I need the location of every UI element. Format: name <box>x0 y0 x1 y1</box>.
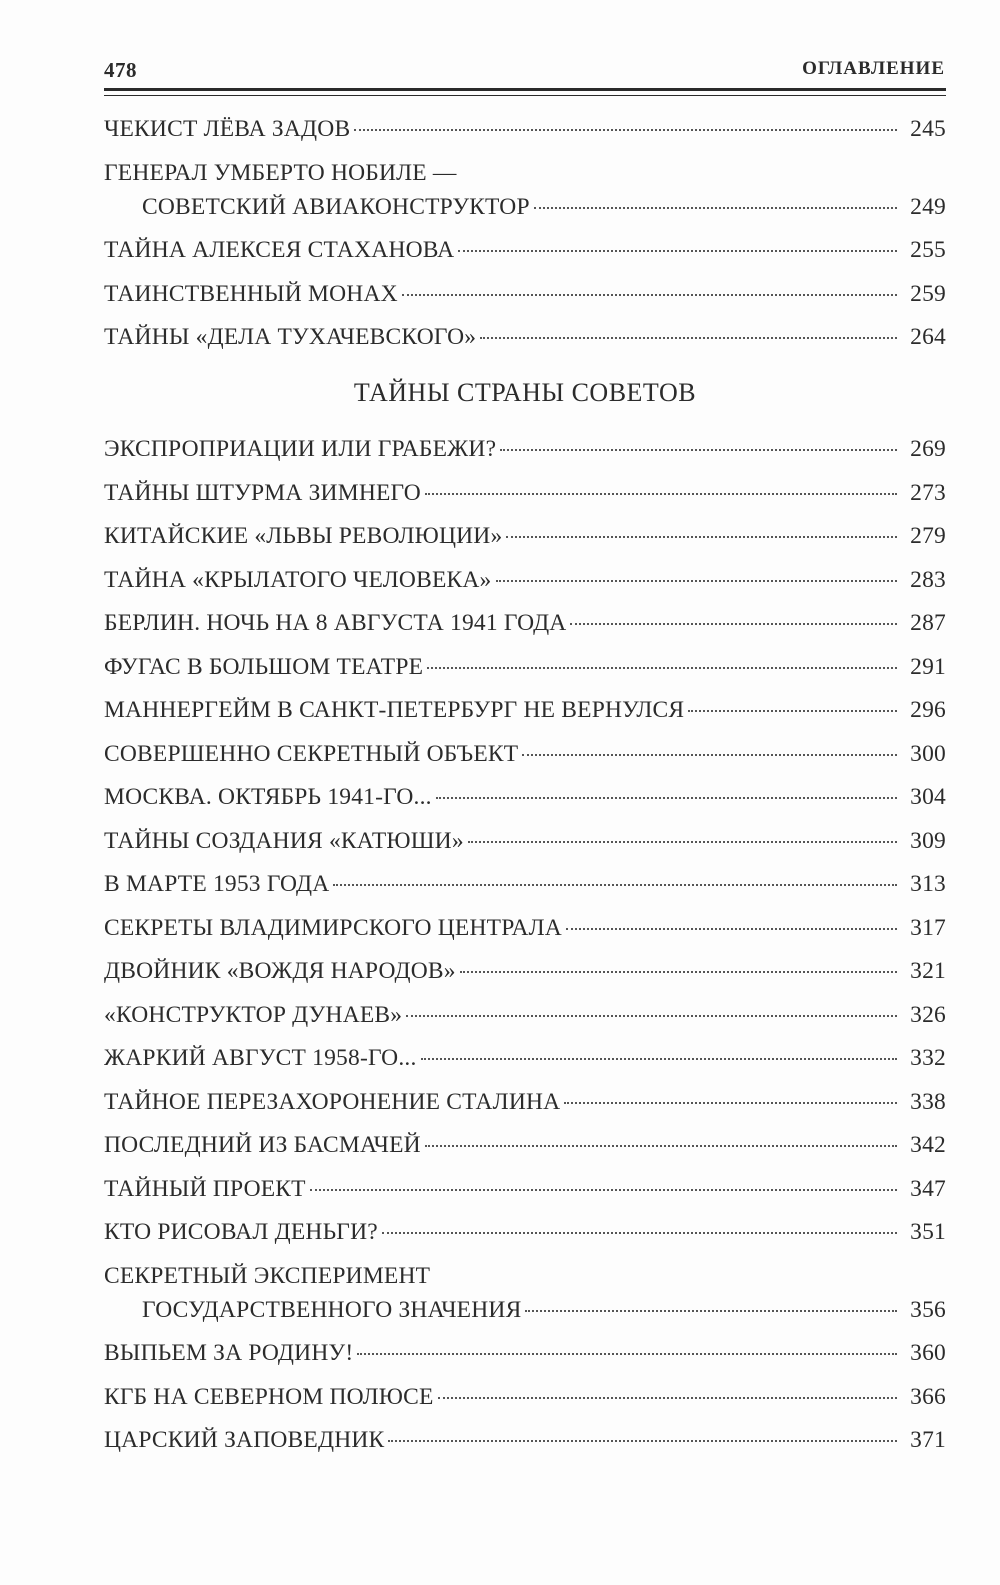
dot-leader <box>427 667 897 669</box>
dot-leader <box>688 710 897 712</box>
toc-entry-title: ЖАРКИЙ АВГУСТ 1958-ГО... <box>104 1045 417 1071</box>
toc-entry-title: МАННЕРГЕЙМ В САНКТ-ПЕТЕРБУРГ НЕ ВЕРНУЛСЯ <box>104 697 685 723</box>
dot-leader <box>500 449 897 451</box>
section-heading: ТАЙНЫ СТРАНЫ СОВЕТОВ <box>353 378 697 407</box>
toc-entry-line <box>104 824 946 858</box>
toc-entry-title: ГОСУДАРСТВЕННОГО ЗНАЧЕНИЯ <box>142 1296 522 1323</box>
toc-entry <box>104 432 946 466</box>
toc-entry-title: СЕКРЕТЫ ВЛАДИМИРСКОГО ЦЕНТРАЛА <box>104 914 562 941</box>
toc-entry-title: ТАИНСТВЕННЫЙ МОНАХ <box>104 280 398 307</box>
toc-entry-title: «КОНСТРУКТОР ДУНАЕВ» <box>104 1001 403 1028</box>
toc-entry-line <box>104 156 946 190</box>
toc-page-number: 351 <box>910 1219 946 1245</box>
dot-leader <box>564 1102 897 1104</box>
dot-leader <box>388 1440 897 1442</box>
toc-entry-title: ВЫПЬЕМ ЗА РОДИНУ! <box>104 1340 354 1366</box>
toc-entry-line <box>104 650 946 684</box>
dot-leader <box>534 207 897 209</box>
toc-page-number: 317 <box>910 914 946 941</box>
toc-entry-line <box>104 1041 946 1075</box>
toc-entry-title: СОВЕТСКИЙ АВИАКОНСТРУКТОР <box>142 193 530 220</box>
toc-entry-line <box>104 1259 946 1293</box>
toc-entry-line <box>104 1336 946 1370</box>
toc-page-number: 273 <box>910 479 946 506</box>
toc-page-number: 326 <box>910 1001 946 1028</box>
toc-entry-line <box>104 1085 946 1119</box>
toc-page-number: 249 <box>910 193 946 220</box>
toc-entry-line <box>104 320 946 354</box>
toc-entry-title: СОВЕРШЕННО СЕКРЕТНЫЙ ОБЪЕКТ <box>104 740 519 767</box>
dot-leader <box>382 1232 897 1234</box>
toc-entry <box>104 1041 946 1075</box>
toc-entry-line <box>104 998 946 1032</box>
toc-entry-title: ЭКСПРОПРИАЦИИ ИЛИ ГРАБЕЖИ? <box>104 436 497 462</box>
toc-entry-line <box>104 867 946 901</box>
toc-entry <box>104 1380 946 1414</box>
toc-page-number: 313 <box>910 871 946 897</box>
toc-page-number: 264 <box>910 324 946 350</box>
toc-page-number: 321 <box>910 958 946 984</box>
toc-entry-line <box>104 780 946 814</box>
toc-entry-line <box>104 606 946 640</box>
toc-page-number: 360 <box>910 1340 946 1366</box>
page-number: 478 <box>104 58 137 82</box>
toc-page-number: 287 <box>910 610 946 636</box>
toc-entry-title: КТО РИСОВАЛ ДЕНЬГИ? <box>104 1219 378 1245</box>
header-rule-thick <box>104 88 946 91</box>
toc-entry <box>104 693 946 727</box>
toc-entry <box>104 606 946 640</box>
toc-entry <box>104 867 946 901</box>
toc-entry-title: КГБ НА СЕВЕРНОМ ПОЛЮСЕ <box>104 1383 434 1410</box>
toc-page-number: 356 <box>910 1296 946 1323</box>
toc-entry-line <box>104 737 946 771</box>
toc-entry <box>104 1085 946 1119</box>
toc-page-number: 283 <box>910 566 946 593</box>
toc-entry-line <box>104 277 946 311</box>
dot-leader <box>458 250 897 252</box>
toc-entry-line <box>104 954 946 988</box>
toc-entry <box>104 156 946 224</box>
header-rule-thin <box>104 95 946 96</box>
dot-leader <box>310 1189 897 1191</box>
dot-leader <box>460 971 897 973</box>
dot-leader <box>425 493 897 495</box>
dot-leader <box>425 1145 897 1147</box>
dot-leader <box>496 580 898 582</box>
toc-entry-title: ТАЙНЫ СОЗДАНИЯ «КАТЮШИ» <box>104 827 464 854</box>
toc-page-number: 269 <box>910 436 946 462</box>
page-header <box>104 58 945 88</box>
toc-entry-line <box>104 432 946 466</box>
toc-entry-line <box>104 1172 946 1206</box>
toc-entry-line <box>104 519 946 553</box>
dot-leader <box>402 294 897 296</box>
toc-page-number: 259 <box>910 280 946 307</box>
toc-entry-line <box>104 693 946 727</box>
toc-entry-title: ФУГАС В БОЛЬШОМ ТЕАТРЕ <box>104 653 424 680</box>
toc-entry-title: В МАРТЕ 1953 ГОДА <box>104 871 330 897</box>
toc-entry <box>104 1172 946 1206</box>
toc-page-number: 304 <box>910 784 946 810</box>
dot-leader <box>436 797 897 799</box>
toc-entry-line <box>104 476 946 510</box>
toc-page-number: 255 <box>910 237 946 263</box>
toc-entry-line <box>104 233 946 267</box>
toc-entry-line <box>104 112 946 146</box>
toc-entry-title: ДВОЙНИК «ВОЖДЯ НАРОДОВ» <box>104 958 456 984</box>
toc-entry-line <box>104 1215 946 1249</box>
toc-entry <box>104 112 946 146</box>
toc-entry <box>104 737 946 771</box>
toc-entry <box>104 954 946 988</box>
toc-entry-title: ТАЙНА «КРЫЛАТОГО ЧЕЛОВЕКА» <box>104 566 492 593</box>
toc-entry <box>104 780 946 814</box>
dot-leader <box>570 623 897 625</box>
toc-entry <box>104 277 946 311</box>
toc-entry <box>104 824 946 858</box>
dot-leader <box>480 337 897 339</box>
toc-page-number: 371 <box>910 1427 946 1453</box>
toc-entry-title: ГЕНЕРАЛ УМБЕРТО НОБИЛЕ — <box>104 159 457 186</box>
toc-entry-line <box>104 190 946 224</box>
dot-leader <box>468 841 897 843</box>
toc-entry-line <box>104 1128 946 1162</box>
toc-entry <box>104 519 946 553</box>
toc-entry <box>104 476 946 510</box>
dot-leader <box>406 1015 897 1017</box>
dot-leader <box>438 1397 897 1399</box>
toc-page-number: 296 <box>910 697 946 723</box>
toc-entry <box>104 320 946 354</box>
toc-entry-title: ТАЙНЫ «ДЕЛА ТУХАЧЕВСКОГО» <box>104 324 477 350</box>
dot-leader <box>522 754 897 756</box>
toc-entry-title: КИТАЙСКИЕ «ЛЬВЫ РЕВОЛЮЦИИ» <box>104 523 503 549</box>
toc-entry-title: ТАЙНОЕ ПЕРЕЗАХОРОНЕНИЕ СТАЛИНА <box>104 1088 561 1115</box>
toc-page-number: 309 <box>910 827 946 854</box>
toc-entry <box>104 998 946 1032</box>
toc-entry-line <box>104 911 946 945</box>
toc-entry <box>104 1336 946 1370</box>
dot-leader <box>354 129 897 131</box>
toc-page-number: 279 <box>910 523 946 549</box>
toc-page-number: 347 <box>910 1175 946 1202</box>
toc-entry-title: ТАЙНЫЙ ПРОЕКТ <box>104 1175 306 1202</box>
toc-entry <box>104 1215 946 1249</box>
toc-entry-line <box>104 1380 946 1414</box>
dot-leader <box>525 1310 897 1312</box>
toc-entry-title: ПОСЛЕДНИЙ ИЗ БАСМАЧЕЙ <box>104 1132 421 1158</box>
toc-entry <box>104 233 946 267</box>
toc-entry-title: СЕКРЕТНЫЙ ЭКСПЕРИМЕНТ <box>104 1262 431 1289</box>
toc-entry <box>104 1128 946 1162</box>
toc-entry-title: МОСКВА. ОКТЯБРЬ 1941-ГО... <box>104 784 432 810</box>
toc-page-number: 338 <box>910 1088 946 1115</box>
dot-leader <box>357 1353 897 1355</box>
toc-entry-title: ТАЙНА АЛЕКСЕЯ СТАХАНОВА <box>104 237 455 263</box>
running-title: ОГЛАВЛЕНИЕ <box>802 58 945 79</box>
dot-leader <box>566 928 897 930</box>
dot-leader <box>506 536 897 538</box>
toc-page-number: 332 <box>910 1045 946 1071</box>
toc-entry-line <box>104 563 946 597</box>
table-of-contents <box>104 112 946 1467</box>
toc-entry <box>104 1259 946 1327</box>
dot-leader <box>333 884 897 886</box>
toc-entry-line <box>104 1423 946 1457</box>
toc-entry <box>104 650 946 684</box>
toc-entry <box>104 911 946 945</box>
toc-page-number: 342 <box>910 1132 946 1158</box>
toc-entry-line <box>104 1293 946 1327</box>
toc-page-number: 300 <box>910 740 946 767</box>
toc-page-number: 291 <box>910 653 946 680</box>
toc-entry-title: ТАЙНЫ ШТУРМА ЗИМНЕГО <box>104 479 421 506</box>
toc-group-1 <box>104 112 946 354</box>
toc-page-number: 245 <box>910 116 946 142</box>
toc-entry <box>104 1423 946 1457</box>
toc-entry-title: БЕРЛИН. НОЧЬ НА 8 АВГУСТА 1941 ГОДА <box>104 610 567 636</box>
toc-entry-title: ЦАРСКИЙ ЗАПОВЕДНИК <box>104 1427 385 1453</box>
toc-group-2 <box>104 432 946 1457</box>
toc-entry <box>104 563 946 597</box>
toc-entry-title: ЧЕКИСТ ЛЁВА ЗАДОВ <box>104 116 351 142</box>
toc-page-number: 366 <box>910 1383 946 1410</box>
dot-leader <box>421 1058 897 1060</box>
